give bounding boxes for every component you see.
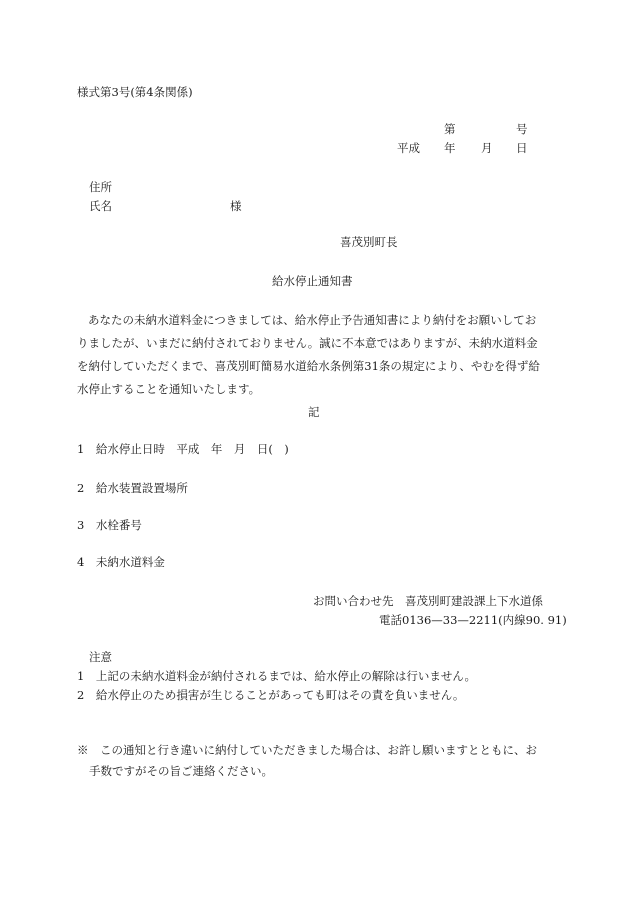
- body-line: を納付していただくまで、喜茂別町簡易水道給水条例第31条の規定により、やむを得ず給: [77, 359, 540, 373]
- body-line: りましたが、いまだに納付されておりません。誠に不本意ではありますが、未納水道料金: [77, 336, 538, 350]
- contact-line: お問い合わせ先 喜茂別町建設課上下水道係: [313, 594, 543, 608]
- body-line: 水停止することを通知いたします。: [77, 382, 261, 396]
- date-day: 日: [516, 141, 528, 155]
- footnote-line: ※ この通知と行き違いに納付していただきました場合は、お許し願いますとともに、お: [77, 743, 537, 757]
- body-paragraph: [77, 309, 555, 401]
- notes-heading: 注意: [89, 650, 112, 664]
- date-month: 月: [481, 141, 493, 155]
- contact-phone: 電話0136—33—2211(内線90. 91): [379, 613, 567, 627]
- item-tap-number: 3 水栓番号: [77, 518, 142, 532]
- name-label: 氏名: [89, 199, 112, 213]
- document-title: 給水停止通知書: [272, 274, 353, 288]
- body-line: あなたの未納水道料金につきましては、給水停止予告通知書により納付をお願いしてお: [88, 313, 537, 327]
- note-item: 2 給水停止のため損害が生じることがあっても町はその責を負いません。: [77, 688, 465, 702]
- item-location: 2 給水装置設置場所: [77, 481, 188, 495]
- honorific: 様: [230, 199, 242, 213]
- ki-heading: 記: [308, 405, 320, 419]
- footnote-line: 手数ですがその旨ご連絡ください。: [89, 764, 273, 778]
- number-prefix: 第: [444, 122, 456, 136]
- form-label: 様式第3号(第4条関係): [77, 85, 193, 99]
- sender: 喜茂別町長: [340, 235, 398, 249]
- item-unpaid-fee: 4 未納水道料金: [77, 555, 165, 569]
- address-label: 住所: [89, 180, 112, 194]
- date-era: 平成: [397, 141, 420, 155]
- number-suffix: 号: [516, 122, 528, 136]
- item-stop-date: 1 給水停止日時 平成 年 月 日( ): [77, 442, 289, 456]
- note-item: 1 上記の未納水道料金が納付されるまでは、給水停止の解除は行いません。: [77, 669, 477, 683]
- date-year: 年: [444, 141, 456, 155]
